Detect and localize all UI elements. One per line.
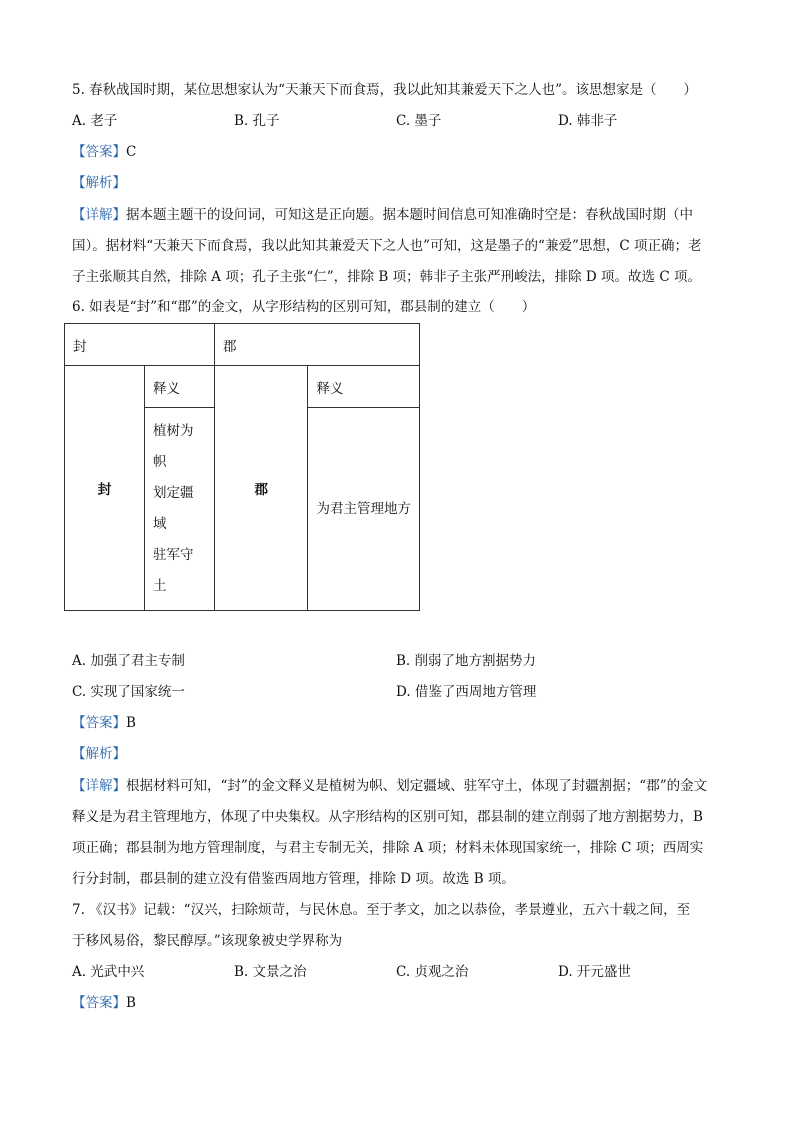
detail-line: 子主张顺其自然，排除 A 项；孔子主张“仁”，排除 B 项；韩非子主张严刑峻法，排除 D 项。故选 C 项。 <box>72 269 701 285</box>
q5-option-c: C. 墨子 <box>396 113 442 129</box>
q5-option-d: D. 韩非子 <box>558 113 618 129</box>
answer-value: B <box>126 995 136 1011</box>
q6-option-c: C. 实现了国家统一 <box>72 684 185 700</box>
table-header-jun: 郡 <box>215 324 420 366</box>
meaning-feng: 植树为 帜 划定疆 域 驻军守 土 <box>145 408 215 611</box>
stem-line: 于移风易俗，黎民醇厚。”该现象被史学界称为 <box>72 933 343 949</box>
detail-line: 项正确；郡县制为地方管理制度，与君主专制无关，排除 A 项；材料未体现国家统一，排除 C 项；西周实 <box>72 840 704 856</box>
q7-option-c: C. 贞观之治 <box>396 964 469 980</box>
q5-option-a: A. 老子 <box>72 113 118 129</box>
q6-analysis-tag: 【解析】 <box>72 746 126 762</box>
q6-glyph-table <box>64 323 420 611</box>
detail-line: 释义是为君主管理地方，体现了中央集权。从字形结构的区别可知，郡县制的建立削弱了地方割据势力，B <box>72 809 703 825</box>
detail-line: 行分封制，郡县制的建立没有借鉴西周地方管理，排除 D 项。故选 B 项。 <box>72 871 515 887</box>
detail-tag: 【详解】 <box>72 778 126 794</box>
detail-line: 国）。据材料“天兼天下而食焉，我以此知其兼爱天下之人也”可知，这是墨子的“兼爱”思想，C 项正确；老 <box>72 238 702 254</box>
meaning-jun: 为君主管理地方 <box>308 408 420 611</box>
answer-tag: 【答案】 <box>72 715 126 731</box>
q6-stem: 6. 如表是“封”和“郡”的金文，从字形结构的区别可知，郡县制的建立（ ） <box>72 299 536 315</box>
q7-stem <box>72 895 722 957</box>
answer-tag: 【答案】 <box>72 144 126 160</box>
q6-answer <box>72 713 136 733</box>
q6-option-d: D. 借鉴了西周地方管理 <box>396 684 537 700</box>
q6-detail <box>72 771 722 895</box>
table-header-feng: 封 <box>65 324 215 366</box>
detail-line: 【详解】根据材料可知，“封”的金文释义是植树为帜、划定疆域、驻军守土，体现了封疆割据；“郡”的金文 <box>72 778 708 794</box>
stem-line: 7. 《汉书》记载：“汉兴，扫除烦苛，与民休息。至于孝文，加之以恭俭，孝景遵业，五六十载之间，至 <box>72 902 691 918</box>
q6-option-a: A. 加强了君主专制 <box>72 653 185 669</box>
q7-option-d: D. 开元盛世 <box>558 964 631 980</box>
detail-line: 【详解】据本题主题干的设问词，可知这是正向题。据本题时间信息可知准确时空是：春秋战国时期（中 <box>72 207 693 223</box>
answer-value: B <box>126 715 136 731</box>
q7-option-b: B. 文景之治 <box>234 964 307 980</box>
q7-option-a: A. 光武中兴 <box>72 964 145 980</box>
q5-stem: 5. 春秋战国时期，某位思想家认为“天兼天下而食焉，我以此知其兼爱天下之人也”。该思想家是（ ） <box>72 82 697 98</box>
q6-option-b: B. 削弱了地方割据势力 <box>396 653 537 669</box>
answer-value: C <box>126 144 137 160</box>
bronze-glyph-feng: 封 <box>65 366 145 611</box>
q5-detail <box>72 200 722 293</box>
bronze-glyph-jun: 郡 <box>215 366 308 611</box>
q5-answer <box>72 142 136 162</box>
detail-tag: 【详解】 <box>72 207 126 223</box>
q5-analysis-tag: 【解析】 <box>72 175 126 191</box>
q5-option-b: B. 孔子 <box>234 113 280 129</box>
meaning-header-1: 释义 <box>145 366 215 408</box>
answer-tag: 【答案】 <box>72 995 126 1011</box>
meaning-header-2: 释义 <box>308 366 420 408</box>
q7-answer <box>72 993 136 1013</box>
